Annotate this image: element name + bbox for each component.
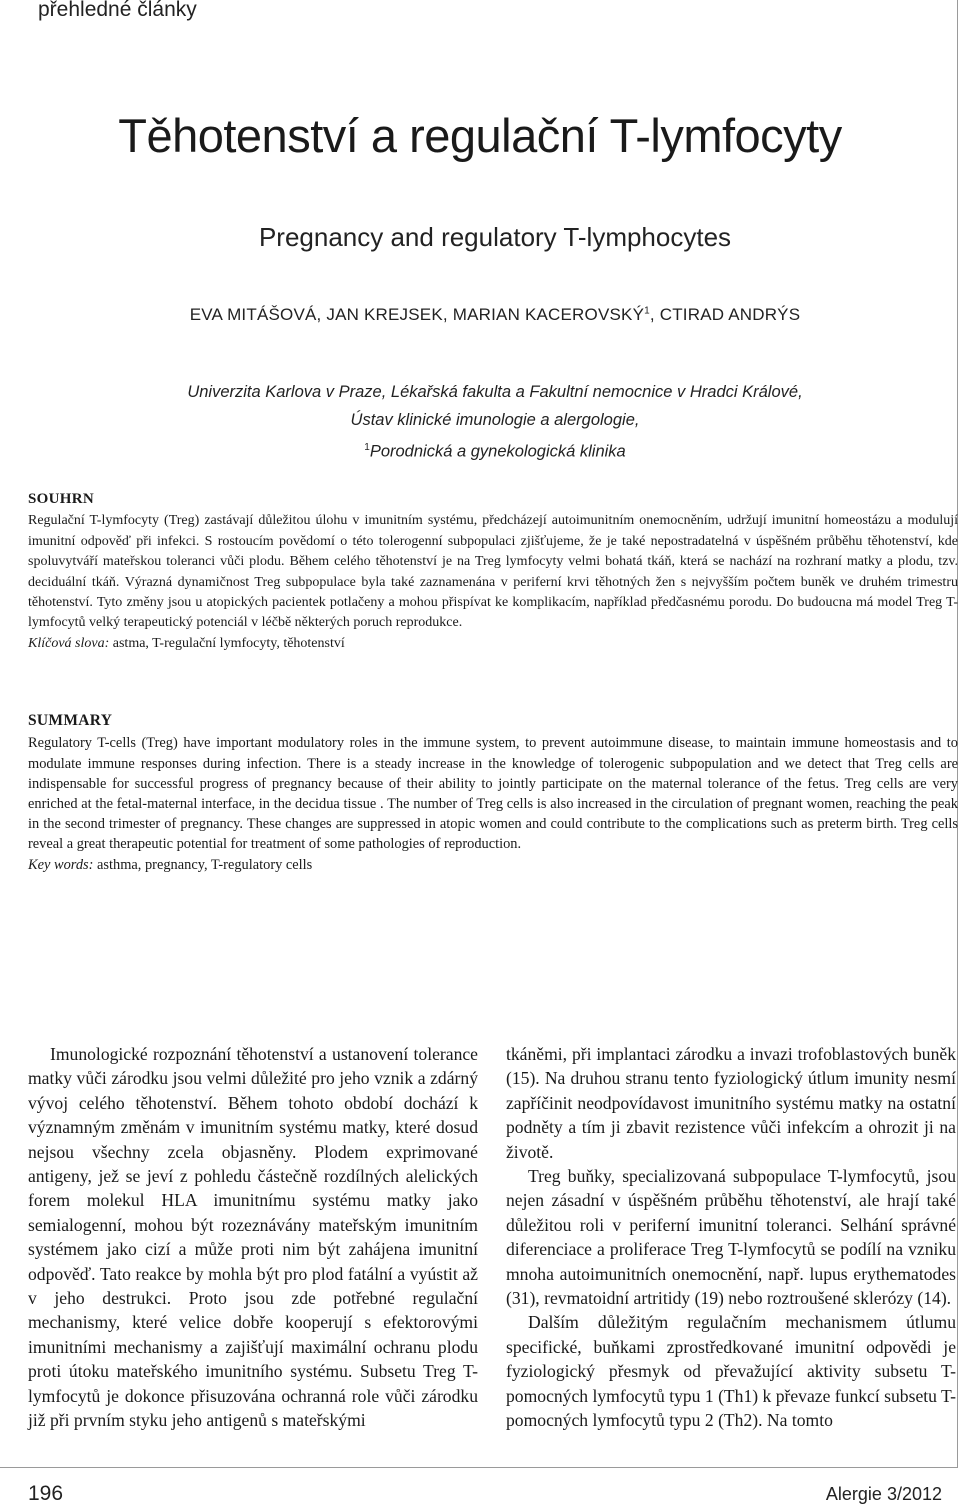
summary-keywords	[28, 855, 958, 875]
authors-main: EVA MITÁŠOVÁ, JAN KREJSEK, MARIAN KACEROVSKÝ	[189, 305, 645, 324]
body-paragraph: tkáněmi, při implantaci zárodku a invazi trofoblastových buněk (15). Na druhou stranu tento fyziologický útlum imunity nesmí zapříčinit neodpovídavost imunitního systému matky na ostatní podněty a tím ji zbavit rezistence vůči infekcím a ohrozit ji na životě.	[506, 1044, 956, 1162]
keywords-label: Klíčová slova:	[28, 635, 110, 651]
article-subtitle: Pregnancy and regulatory T-lymphocytes	[258, 222, 732, 252]
keywords-label: Key words:	[28, 856, 94, 873]
affiliation-line-2: Ústav klinické imunologie a alergologie,	[350, 411, 640, 429]
article-title: Těhotenství a regulační T-lymfocyty	[118, 109, 842, 162]
body-paragraph: Treg buňky, specializovaná subpopulace T-lymfocytů, jsou nejen zásadní v úspěšném průběhu těhotenství, ale hrají také důležitou roli v periferní imunitní toleranci. Selhání správné diferenciace a proliferace Treg T-lymfocytů se podílí na vzniku mnoha autoimunitních onemocnění, např. lupus erythematodes (31), revmatoidní artritidy (19) nebo roztroušené sklerózy (14).	[506, 1166, 956, 1309]
page-number: 196	[28, 1482, 64, 1505]
author-list	[0, 305, 960, 325]
section-label: přehledné články	[38, 0, 197, 21]
keywords-text: astma, T-regulační lymfocyty, těhotenství	[109, 635, 345, 651]
affiliation-mark: 1	[364, 442, 370, 453]
souhrn-body: Regulační T-lymfocyty (Treg) zastávají důležitou úlohu v imunitním systému, předcházejí autoimunitním onemocněním, udržují imunitní homeostázu a modulují imunitní odpověď při infekci. S rostoucím povědomí o této tolerogenní subpopulaci zjišťujeme, že je také nepostradatelná v úspěšném průběhu těhotenství, kde spoluvytváří mateřskou toleranci vůči plodu. Během celého těhotenství je na Treg lymfocyty velmi bohatá tkáň, která se nachází na rozhraní matky a plodu, tzv. deciduální tkáň. Výrazná dynamičnost Treg subpopulace byla také zaznamenána v periferní krvi těhotných žen s nejvyšším počtem buněk ve druhém trimestru těhotenství. Tyto změny jsou u atopických pacientek potlačeny a mohou přispívat ke komplikacím, například předčasnému porodu. Do budoucna má model Treg T-lymfocytů velký terapeutický potenciál v léčbě některých poruch reprodukce.	[28, 513, 958, 631]
body-column-right	[506, 1042, 956, 1433]
author-affil-mark: 1	[644, 305, 650, 317]
summary-body: Regulatory T-cells (Treg) have important modulatory roles in the immune system, to prevent autoimmune disease, to maintain immune homeostasis and to modulate immune responses during infection. There is a steady increase in the knowledge of tolerogenic subpopulation and we detect that Treg cells are indispensable for successful progress of pregnancy because of their ability to jointly participate on the maternal tolerance of the fetus. Treg cells are very enriched at the fetal-maternal interface, in the decidua tissue . The number of Treg cells is also increased in the circulation of pregnant women, reaching the peak in the second trimester of pregnancy. These changes are suppressed in atopic women and could contribute to the complications such as preterm birth. Treg cells reveal a great therapeutic potential for treatment of some pathologies of reproduction.	[28, 735, 958, 853]
affiliation	[0, 378, 960, 466]
abstract-czech	[28, 489, 958, 654]
journal-name: Alergie 3/2012	[825, 1484, 942, 1504]
body-paragraph: Imunologické rozpoznání těhotenství a ustanovení tolerance matky vůči zárodku jsou velmi důležité pro jeho vznik a zdárný vývoj celého těhotenství. Během tohoto období dochází k významným změnám v imunitním systému matky, které dosud nejsou všechny zcela objasněny. Plodem exprimované antigeny, jež se jeví z pohledu částečně rozdílných alelických forem molekul HLA imunitnímu systému matky jako semialogenní, mohou být rozeznávány mateřským imunitním systémem jako cizí a může proti nim být zahájena imunitní odpověď. Tato reakce by mohla být pro plod fatální a vyústit až v jeho destrukci. Proto jsou zde potřebné regulační mechanismy, které velice dobře kooperují s efektorovými imunitními mechanismy a zajišťují maximální ochranu plodu proti útoku mateřského imunitního systému. Subsetu Treg T-lymfocytů je dokonce přisuzována ochranná role vůči zárodku již při prvním styku jeho antigenů s mateřskými	[28, 1044, 478, 1431]
page-footer	[0, 1482, 960, 1509]
affiliation-line-1: Univerzita Karlova v Praze, Lékařská fakulta a Fakultní nemocnice v Hradci Králové,	[187, 383, 803, 401]
souhrn-keywords	[28, 634, 958, 654]
summary-heading: SUMMARY	[28, 712, 113, 729]
body-paragraph: Dalším důležitým regulačním mechanismem útlumu specifické, buňkami zprostředkované imunitní odpovědi je fyziologický přesmyk od převažující aktivity subsetu T-pomocných lymfocytů typu 1 (Th1) k převaze funkcí subsetu T-pomocných lymfocytů typu 2 (Th2). Na tomto	[506, 1312, 957, 1431]
keywords-text: asthma, pregnancy, T-regulatory cells	[93, 856, 313, 873]
souhrn-heading: SOUHRN	[28, 491, 94, 507]
authors-rest: , CTIRAD ANDRÝS	[649, 305, 801, 324]
affiliation-line-3: $^1$Porodnická a gynekologická klinika	[364, 442, 626, 461]
abstract-english	[28, 711, 958, 875]
body-column-left	[28, 1042, 478, 1433]
